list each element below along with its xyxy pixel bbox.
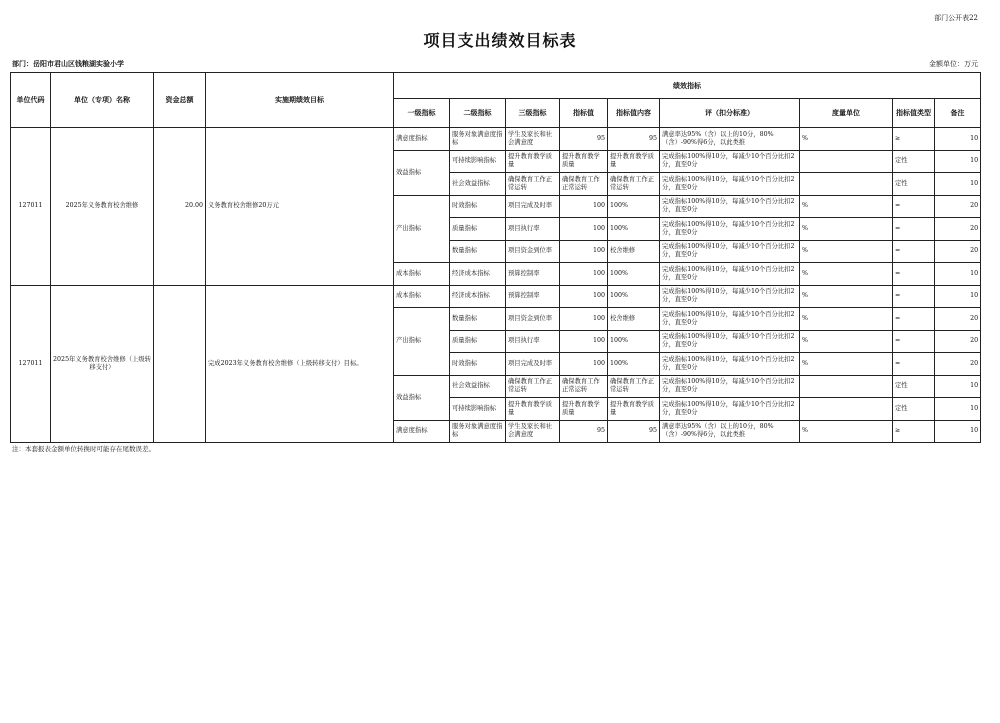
evaluation-cell: 完成指标100%得10分，每减少10个百分比扣2分，直至0分 <box>660 173 800 196</box>
level2-cell: 数量指标 <box>450 240 506 263</box>
value-content-cell: 校舍维修 <box>608 240 660 263</box>
value-type-cell: 定性 <box>893 375 935 398</box>
note-cell: 10 <box>935 173 981 196</box>
total-funds-cell: 20.00 <box>154 128 206 286</box>
note-cell: 20 <box>935 330 981 353</box>
note-cell: 10 <box>935 263 981 286</box>
value-type-cell: = <box>893 195 935 218</box>
value-cell: 100 <box>560 263 608 286</box>
goal-cell: 义务教育校舍维修20万元 <box>206 128 394 286</box>
evaluation-cell: 完成指标100%得10分，每减少10个百分比扣2分，直至0分 <box>660 240 800 263</box>
value-cell: 100 <box>560 308 608 331</box>
measure-unit-cell: % <box>800 218 893 241</box>
evaluation-cell: 完成指标100%得10分，每减少10个百分比扣2分，直至0分 <box>660 195 800 218</box>
goal-cell: 完成2023年义务教育校舍维修（上级转移支付）目标。 <box>206 285 394 443</box>
value-cell: 提升教育教学质量 <box>560 150 608 173</box>
value-type-cell: ≥ <box>893 128 935 151</box>
header-value-content: 指标值内容 <box>608 99 660 128</box>
header-level3: 三级指标 <box>506 99 560 128</box>
evaluation-cell: 完成指标100%得10分，每减少10个百分比扣2分，直至0分 <box>660 353 800 376</box>
value-cell: 100 <box>560 240 608 263</box>
performance-table <box>10 72 981 443</box>
level1-cell: 成本指标 <box>394 263 450 286</box>
department-label: 部门：岳阳市君山区钱粮湖实验小学 <box>12 60 124 68</box>
measure-unit-cell <box>800 173 893 196</box>
value-cell: 提升教育教学质量 <box>560 398 608 421</box>
value-type-cell: = <box>893 330 935 353</box>
value-content-cell: 95 <box>608 128 660 151</box>
unit-name-cell: 2025年义务教育校舍维修 <box>51 128 154 286</box>
level1-cell: 成本指标 <box>394 285 450 308</box>
value-content-cell: 100% <box>608 353 660 376</box>
level3-cell: 提升教育教学质量 <box>506 398 560 421</box>
value-cell: 95 <box>560 128 608 151</box>
value-type-cell: = <box>893 285 935 308</box>
header-evaluation: 评（扣分标准） <box>660 99 800 128</box>
value-cell: 100 <box>560 330 608 353</box>
level2-cell: 时效指标 <box>450 353 506 376</box>
evaluation-cell: 满意率达95%（含）以上的10分，80%（含）-90%得6分，以此类推 <box>660 128 800 151</box>
value-content-cell: 100% <box>608 263 660 286</box>
value-type-cell: 定性 <box>893 398 935 421</box>
value-content-cell: 100% <box>608 218 660 241</box>
measure-unit-cell <box>800 375 893 398</box>
value-content-cell: 提升教育教学质量 <box>608 398 660 421</box>
header-unit-code: 单位代码 <box>11 73 51 128</box>
level3-cell: 预算控制率 <box>506 263 560 286</box>
evaluation-cell: 完成指标100%得10分，每减少10个百分比扣2分，直至0分 <box>660 330 800 353</box>
note-cell: 10 <box>935 285 981 308</box>
level3-cell: 项目完成及时率 <box>506 353 560 376</box>
evaluation-cell: 完成指标100%得10分，每减少10个百分比扣2分，直至0分 <box>660 218 800 241</box>
evaluation-cell: 完成指标100%得10分，每减少10个百分比扣2分，直至0分 <box>660 398 800 421</box>
value-content-cell: 校舍维修 <box>608 308 660 331</box>
level3-cell: 学生及家长和社会满意度 <box>506 128 560 151</box>
value-type-cell: = <box>893 263 935 286</box>
footnote: 注：本套报表金额单位转换时可能存在尾数误差。 <box>12 445 155 453</box>
header-goal: 实施期绩效目标 <box>206 73 394 128</box>
measure-unit-cell: % <box>800 128 893 151</box>
value-content-cell: 100% <box>608 285 660 308</box>
value-cell: 100 <box>560 285 608 308</box>
note-cell: 10 <box>935 150 981 173</box>
measure-unit-cell: % <box>800 285 893 308</box>
header-performance-indicators: 绩效指标 <box>394 73 981 99</box>
note-cell: 20 <box>935 240 981 263</box>
value-type-cell: = <box>893 353 935 376</box>
note-cell: 10 <box>935 375 981 398</box>
measure-unit-cell <box>800 398 893 421</box>
unit-code-cell: 127011 <box>11 128 51 286</box>
value-type-cell: 定性 <box>893 173 935 196</box>
evaluation-cell: 满意率达95%（含）以上的10分，80%（含）-90%得6分，以此类推 <box>660 420 800 443</box>
value-cell: 100 <box>560 353 608 376</box>
value-cell: 确保教育工作正常运转 <box>560 375 608 398</box>
level3-cell: 项目完成及时率 <box>506 195 560 218</box>
level1-cell: 产出指标 <box>394 195 450 263</box>
unit-name-cell: 2025年义务教育校舍维修（上级转移支付） <box>51 285 154 443</box>
note-cell: 20 <box>935 353 981 376</box>
value-cell: 95 <box>560 420 608 443</box>
table-row <box>11 285 981 308</box>
level2-cell: 经济成本指标 <box>450 263 506 286</box>
measure-unit-cell: % <box>800 240 893 263</box>
value-content-cell: 100% <box>608 195 660 218</box>
level3-cell: 预算控制率 <box>506 285 560 308</box>
level3-cell: 提升教育教学质量 <box>506 150 560 173</box>
level2-cell: 质量指标 <box>450 330 506 353</box>
header-level2: 二级指标 <box>450 99 506 128</box>
value-cell: 100 <box>560 218 608 241</box>
note-cell: 10 <box>935 128 981 151</box>
level2-cell: 可持续影响指标 <box>450 150 506 173</box>
value-type-cell: = <box>893 218 935 241</box>
value-content-cell: 100% <box>608 330 660 353</box>
note-cell: 20 <box>935 195 981 218</box>
level1-cell: 效益指标 <box>394 150 450 195</box>
level3-cell: 项目执行率 <box>506 330 560 353</box>
header-note: 备注 <box>935 99 981 128</box>
amount-unit-label: 金额单位：万元 <box>929 60 978 68</box>
measure-unit-cell: % <box>800 420 893 443</box>
level3-cell: 学生及家长和社会满意度 <box>506 420 560 443</box>
note-cell: 10 <box>935 420 981 443</box>
value-type-cell: = <box>893 308 935 331</box>
level1-cell: 满意度指标 <box>394 128 450 151</box>
page-title: 项目支出绩效目标表 <box>423 31 577 50</box>
value-type-cell: ≥ <box>893 420 935 443</box>
note-cell: 20 <box>935 218 981 241</box>
level2-cell: 经济成本指标 <box>450 285 506 308</box>
level2-cell: 数量指标 <box>450 308 506 331</box>
total-funds-cell <box>154 285 206 443</box>
evaluation-cell: 完成指标100%得10分，每减少10个百分比扣2分，直至0分 <box>660 308 800 331</box>
note-cell: 20 <box>935 308 981 331</box>
level2-cell: 社会效益指标 <box>450 173 506 196</box>
value-cell: 100 <box>560 195 608 218</box>
level2-cell: 质量指标 <box>450 218 506 241</box>
measure-unit-cell: % <box>800 353 893 376</box>
header-total-funds: 资金总额 <box>154 73 206 128</box>
measure-unit-cell <box>800 150 893 173</box>
header-value: 指标值 <box>560 99 608 128</box>
evaluation-cell: 完成指标100%得10分，每减少10个百分比扣2分，直至0分 <box>660 150 800 173</box>
level3-cell: 确保教育工作正常运转 <box>506 375 560 398</box>
value-content-cell: 确保教育工作正常运转 <box>608 375 660 398</box>
level2-cell: 服务对象满意度指标 <box>450 128 506 151</box>
level3-cell: 确保教育工作正常运转 <box>506 173 560 196</box>
evaluation-cell: 完成指标100%得10分，每减少10个百分比扣2分，直至0分 <box>660 285 800 308</box>
value-content-cell: 确保教育工作正常运转 <box>608 173 660 196</box>
table-row <box>11 128 981 151</box>
measure-unit-cell: % <box>800 330 893 353</box>
value-type-cell: = <box>893 240 935 263</box>
measure-unit-cell: % <box>800 195 893 218</box>
evaluation-cell: 完成指标100%得10分，每减少10个百分比扣2分，直至0分 <box>660 263 800 286</box>
value-cell: 确保教育工作正常运转 <box>560 173 608 196</box>
level3-cell: 项目资金到位率 <box>506 240 560 263</box>
level2-cell: 时效指标 <box>450 195 506 218</box>
level1-cell: 产出指标 <box>394 308 450 376</box>
measure-unit-cell: % <box>800 308 893 331</box>
note-cell: 10 <box>935 398 981 421</box>
value-type-cell: 定性 <box>893 150 935 173</box>
value-content-cell: 提升教育教学质量 <box>608 150 660 173</box>
form-number: 部门公开表22 <box>934 14 978 22</box>
level1-cell: 效益指标 <box>394 375 450 420</box>
header-measure-unit: 度量单位 <box>800 99 893 128</box>
level2-cell: 可持续影响指标 <box>450 398 506 421</box>
value-content-cell: 95 <box>608 420 660 443</box>
level3-cell: 项目资金到位率 <box>506 308 560 331</box>
unit-code-cell: 127011 <box>11 285 51 443</box>
measure-unit-cell: % <box>800 263 893 286</box>
level1-cell: 满意度指标 <box>394 420 450 443</box>
evaluation-cell: 完成指标100%得10分，每减少10个百分比扣2分，直至0分 <box>660 375 800 398</box>
level2-cell: 服务对象满意度指标 <box>450 420 506 443</box>
level2-cell: 社会效益指标 <box>450 375 506 398</box>
header-unit-name: 单位（专项）名称 <box>51 73 154 128</box>
header-value-type: 指标值类型 <box>893 99 935 128</box>
header-level1: 一级指标 <box>394 99 450 128</box>
level3-cell: 项目执行率 <box>506 218 560 241</box>
